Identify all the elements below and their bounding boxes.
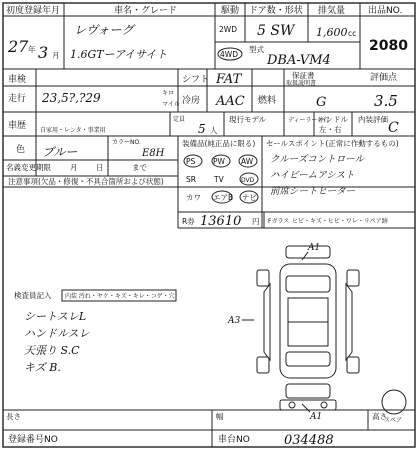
- current-model-label: 現行モデル: [229, 115, 267, 124]
- color-label: 色: [16, 145, 26, 155]
- equip-sr: SR: [186, 175, 196, 184]
- score-value: 3.5: [374, 92, 398, 110]
- history-label: 車歴: [8, 121, 27, 131]
- inspection-label: 車検: [8, 75, 27, 85]
- spare-label: スペア: [384, 417, 403, 424]
- diagram-label-bottom: A1: [310, 412, 323, 422]
- fuel-label: 燃料: [258, 96, 277, 106]
- meigi-day-unit: 日: [96, 163, 104, 172]
- equipment-items: [184, 155, 258, 203]
- diagram-label-top: A1: [308, 243, 321, 253]
- interior-value: C: [388, 120, 399, 136]
- ac-value: AAC: [216, 94, 245, 109]
- first-reg-month: 3: [38, 43, 49, 62]
- km-label: キロ: [162, 90, 175, 97]
- inspector-note-3: 天張り S.C: [24, 344, 80, 357]
- color-code-label: カラーNO.: [112, 139, 141, 146]
- inspector-note-1: シートスレL: [24, 310, 87, 323]
- height-label: 高さ: [372, 412, 387, 421]
- grade: 1.6GTーアイサイト: [70, 48, 168, 61]
- model-value: DBA-VM4: [267, 53, 331, 68]
- ac-label: 冷房: [182, 96, 201, 106]
- history-options: 自家用・レンタ・事業用: [40, 127, 106, 134]
- equipment-label: 装備品(純正品に限る): [182, 139, 256, 148]
- displacement-unit: cc: [348, 29, 357, 38]
- drive-label: 駆動: [221, 6, 240, 16]
- selling-point-3: 前席シートヒーター: [270, 186, 356, 197]
- car-name: レヴォーグ: [74, 23, 134, 37]
- mile-label: マイル: [162, 101, 180, 108]
- meigi-label: 名義変更期限: [6, 163, 51, 172]
- mileage-label: 走行: [8, 94, 27, 104]
- year-unit: 年: [28, 45, 36, 54]
- drive-4wd: 4WD: [220, 50, 238, 59]
- equip-dvd: DVD: [241, 177, 255, 184]
- lot-value: 2080: [369, 38, 408, 54]
- shift-value: FAT: [216, 72, 242, 87]
- equip-aw: AW: [241, 157, 254, 166]
- equip-leather: カワ: [186, 193, 201, 202]
- equip-navi: ナビ: [242, 193, 257, 202]
- handle-label: ハンドル: [318, 115, 348, 124]
- r-value: 13610: [200, 214, 242, 229]
- mileage-value: 23,5?,?29: [42, 91, 101, 105]
- equip-airbag: エアB: [213, 193, 234, 202]
- displacement-label: 排気量: [318, 6, 346, 16]
- selling-point-1: クルーズコントロール: [270, 154, 365, 165]
- capacity-unit: 人: [210, 126, 218, 135]
- month-unit: 月: [52, 51, 60, 60]
- interior-label: 内装評価: [358, 115, 388, 124]
- door-value: 5 SW: [257, 23, 295, 39]
- auction-sheet: [2, 2, 416, 448]
- equip-pw: PW: [213, 157, 225, 166]
- r-unit: 円: [252, 217, 260, 226]
- inspector-options: 内装 汚れ・ヤケ・キズ・キレ・コゲ・穴: [65, 293, 175, 300]
- inspector-label: 検査員記入: [14, 291, 52, 300]
- meigi-month-unit: 月: [70, 163, 78, 172]
- color-code-value: E8H: [142, 148, 165, 159]
- fuel-value: G: [316, 95, 327, 110]
- inspector-note-2: ハンドルスレ: [24, 327, 90, 340]
- capacity-label: 定員: [173, 116, 186, 123]
- car-diagram: [227, 243, 359, 422]
- chassis-label: 車台NO: [218, 435, 250, 445]
- dealer-label: ディーラー並行: [288, 117, 330, 124]
- drive-2wd: 2WD: [219, 25, 237, 34]
- inspector-note-4: キズ B.: [24, 361, 61, 374]
- notes-label: 注意事項(欠品・修復・不具合箇所および状態): [8, 177, 164, 186]
- meigi-deadline: まで: [132, 163, 147, 172]
- f-label: Fガラス: [268, 218, 290, 225]
- score-label: 評価点: [370, 73, 398, 83]
- first-reg-label: 初度登録年月: [6, 6, 61, 16]
- first-reg-year: 27: [8, 37, 29, 56]
- length-label: 長さ: [6, 412, 21, 421]
- diagram-label-left: A3: [228, 316, 241, 326]
- selling-points-label: セールスポイント(正常に作動するもの): [266, 139, 399, 148]
- r-label: R券: [182, 217, 195, 226]
- lot-label: 出品NO.: [368, 6, 403, 16]
- color-value: ブルー: [42, 145, 78, 159]
- equip-tv: TV: [214, 175, 224, 184]
- warranty-sub: 取扱説明書: [286, 80, 317, 87]
- capacity-value: 5: [198, 122, 206, 136]
- shift-label: シフト: [182, 75, 210, 85]
- equip-ps: PS: [186, 157, 196, 166]
- reg-label: 登録番号NO: [8, 435, 58, 445]
- selling-point-2: ハイビームアシスト: [270, 170, 355, 181]
- chassis-value: 034488: [284, 433, 334, 448]
- model-label: 型式: [249, 45, 264, 54]
- door-label: ドア数・形状: [249, 6, 303, 16]
- handle-value: 左・右: [319, 125, 342, 134]
- warranty-label: 保証書: [292, 71, 315, 80]
- f-options: ヒビ・キズ・ヒビ・ワレ・リペア跡: [292, 218, 388, 225]
- width-label: 幅: [216, 412, 224, 421]
- name-grade-label: 車名・グレード: [114, 6, 178, 16]
- displacement-value: 1,600: [316, 26, 348, 39]
